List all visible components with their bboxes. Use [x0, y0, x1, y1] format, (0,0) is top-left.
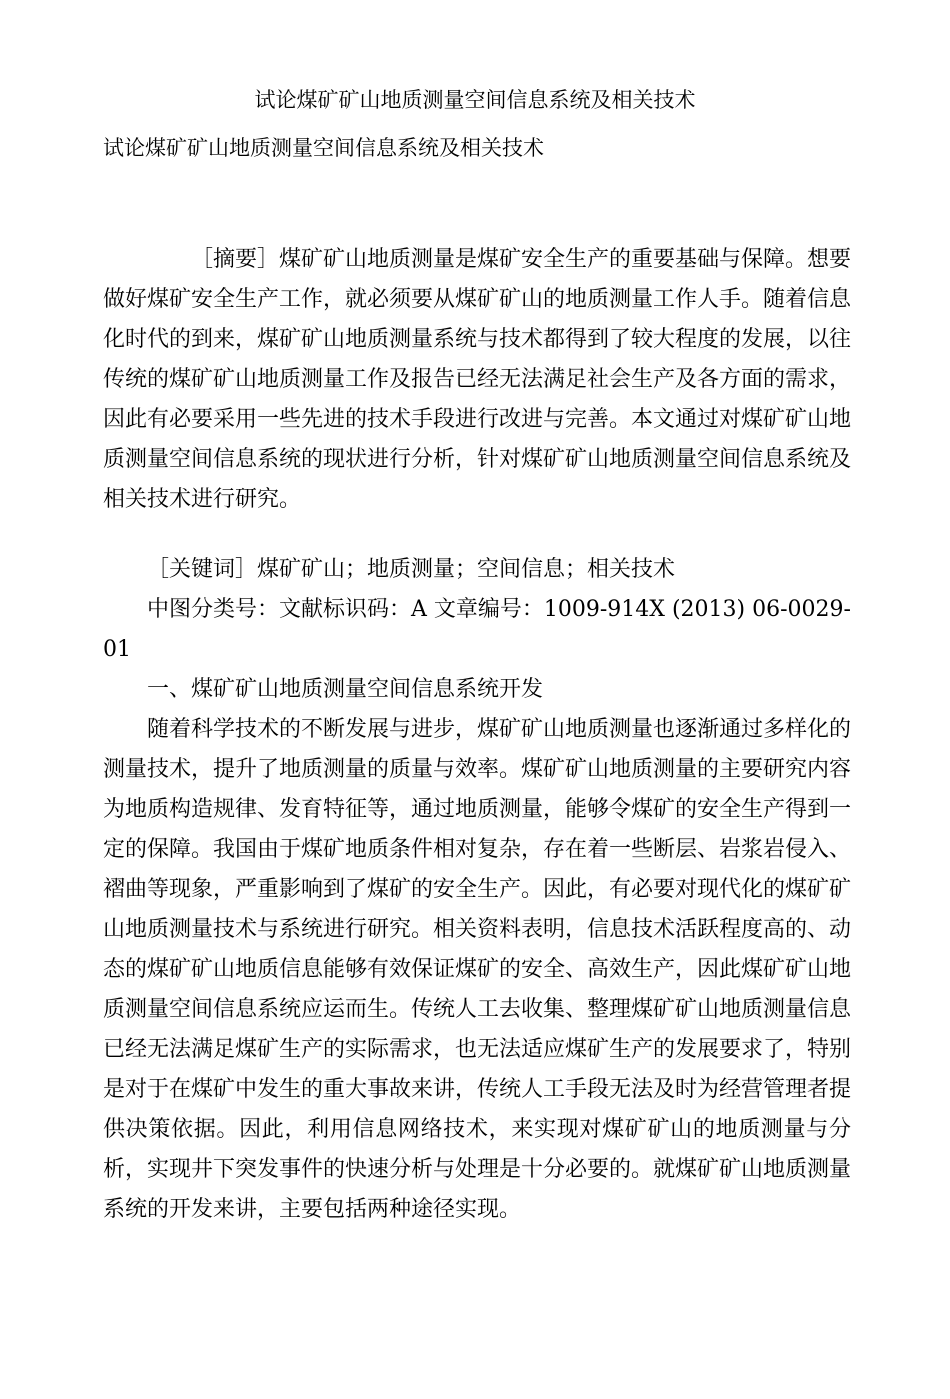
document-title: 试论煤矿矿山地质测量空间信息系统及相关技术	[254, 88, 696, 112]
abstract-paragraph: ［摘要］煤矿矿山地质测量是煤矿安全生产的重要基础与保障。想要做好煤矿安全生产工作，就必须要从煤矿矿山的地质测量工作人手。随着信息化时代的到来，煤矿矿山地质测量系统与技术都得到了较大程度的发展，以往传统的煤矿矿山地质测量工作及报告已经无法满足社会生产及各方面的需求，因此有必要采用一些先进的技术手段进行改进与完善。本文通过对煤矿矿山地质测量空间信息系统的现状进行分析，针对煤矿矿山地质测量空间信息系统及相关技术进行研究。	[103, 247, 852, 512]
section-heading: 一、煤矿矿山地质测量空间信息系统开发	[147, 677, 544, 702]
classification-line: 中图分类号：文献标识码：A 文章编号：1009-914X (2013) 06-0029-01	[103, 597, 851, 662]
keywords-line: ［关键词］煤矿矿山；地质测量；空间信息；相关技术	[147, 557, 676, 582]
document-subtitle: 试论煤矿矿山地质测量空间信息系统及相关技术	[103, 136, 544, 160]
abstract-block	[103, 240, 851, 520]
section-paragraph: 随着科学技术的不断发展与进步，煤矿矿山地质测量也逐渐通过多样化的测量技术，提升了地质测量的质量与效率。煤矿矿山地质测量的主要研究内容为地质构造规律、发育特征等，通过地质测量，能够令煤矿的安全生产得到一定的保障。我国由于煤矿地质条件相对复杂，存在着一些断层、岩浆岩侵入、褶曲等现象，严重影响到了煤矿的安全生产。因此，有必要对现代化的煤矿矿山地质测量技术与系统进行研究。相关资料表明，信息技术活跃程度高的、动态的煤矿矿山地质信息能够有效保证煤矿的安全、高效生产，因此煤矿矿山地质测量空间信息系统应运而生。传统人工去收集、整理煤矿矿山地质测量信息已经无法满足煤矿生产的实际需求，也无法适应煤矿生产的发展要求了，特别是对于在煤矿中发生的重大事故来讲，传统人工手段无法及时为经营管理者提供决策依据。因此，利用信息网络技术，来实现对煤矿矿山的地质测量与分析，实现井下突发事件的快速分析与处理是十分必要的。就煤矿矿山地质测量系统的开发来讲，主要包括两种途径实现。	[103, 717, 852, 1222]
main-text-block	[103, 550, 851, 1230]
